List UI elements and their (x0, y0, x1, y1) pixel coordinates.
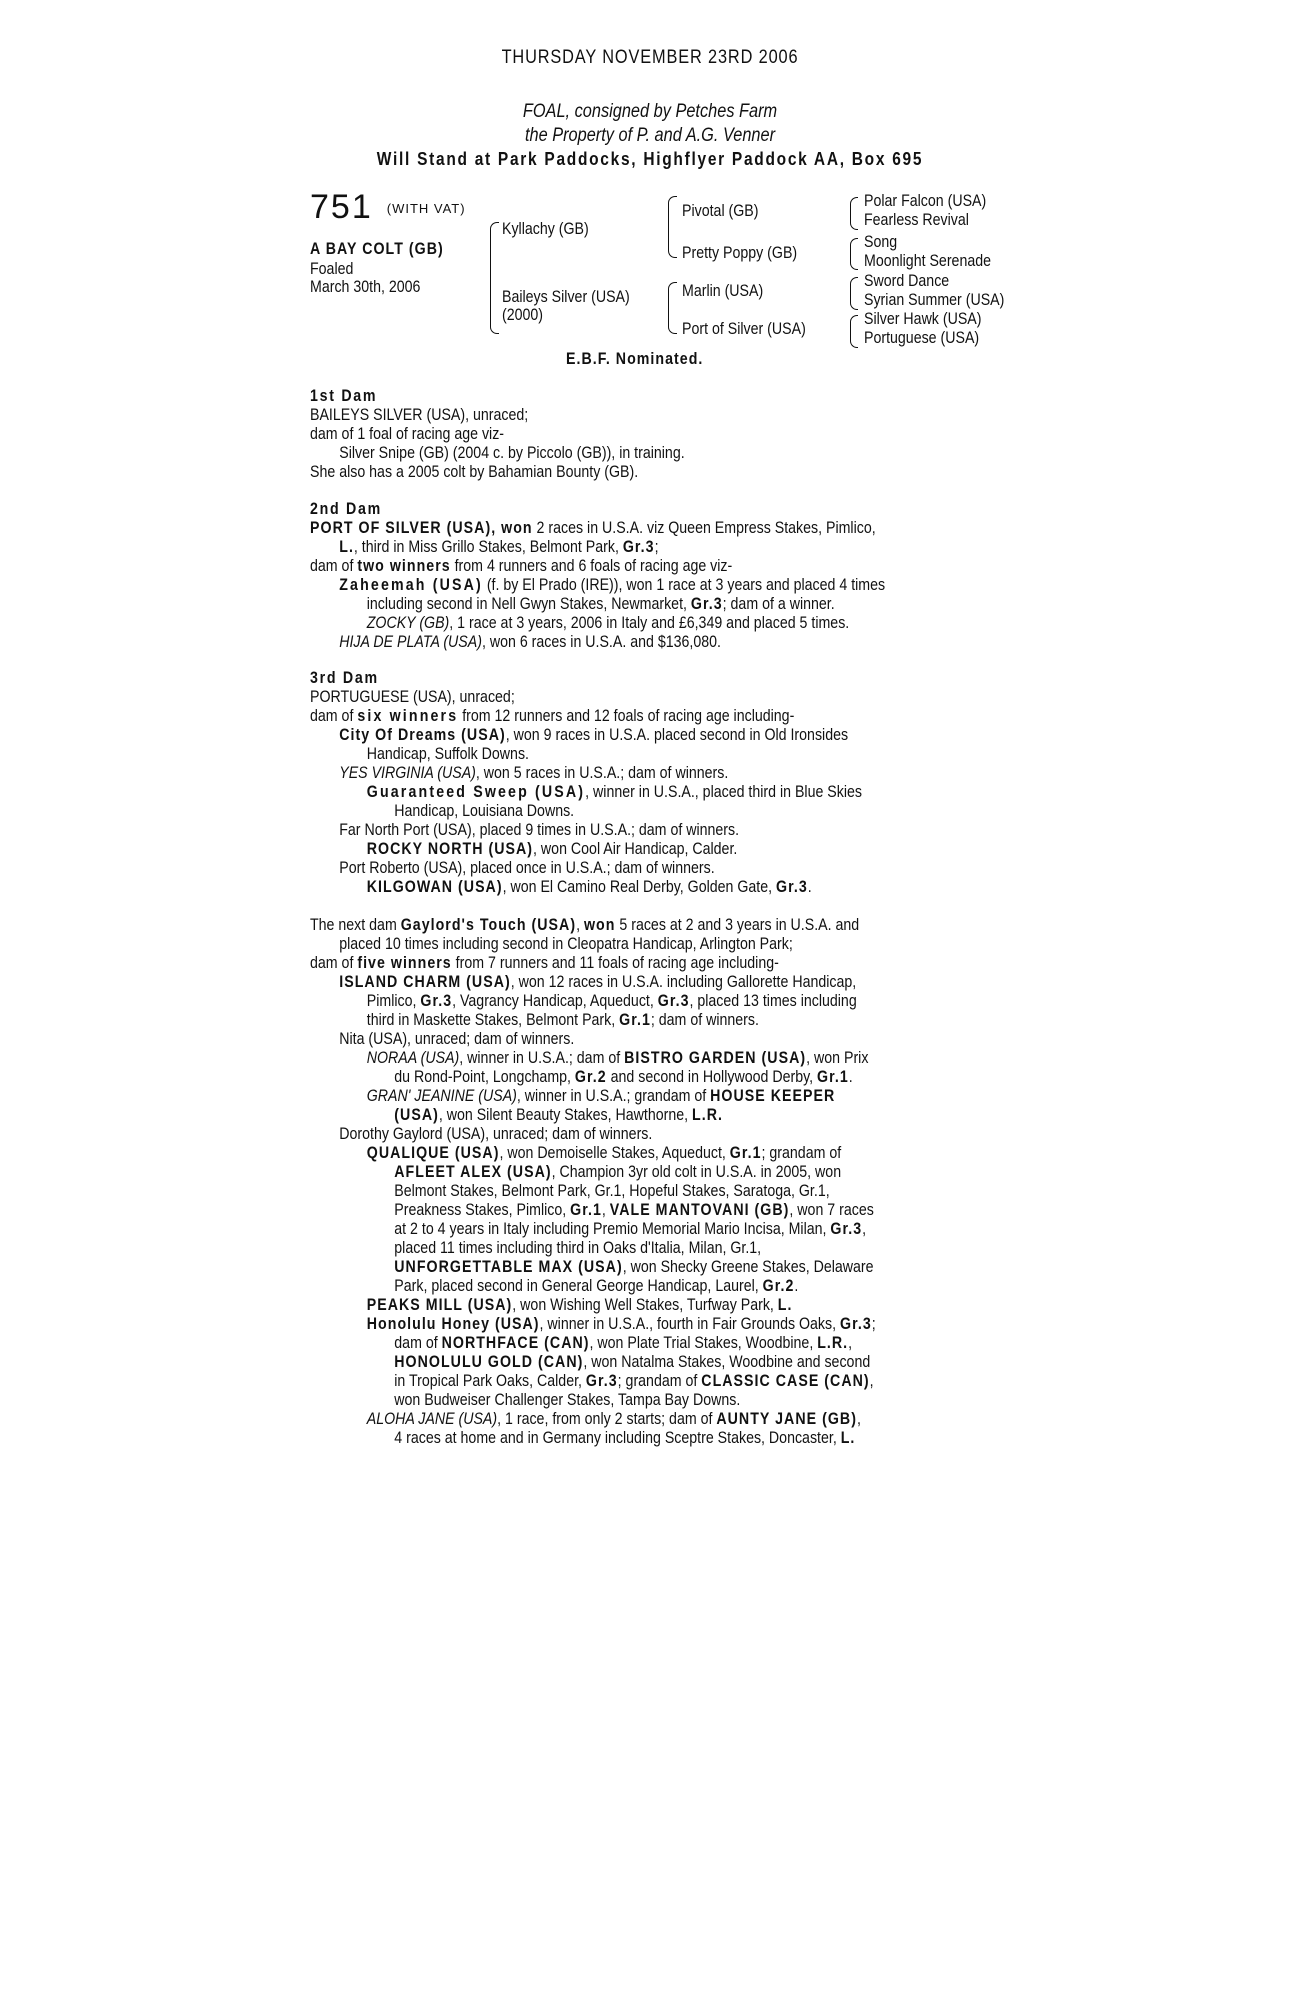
text-line: Dorothy Gaylord (USA), unraced; dam of winners. (339, 1125, 653, 1143)
pedigree-ssd: Fearless Revival (864, 211, 969, 229)
text-line: PORTUGUESE (USA), unraced; (310, 688, 515, 706)
text-line: AFLEET ALEX (USA), Champion 3yr old colt in U.S.A. in 2005, won (394, 1163, 842, 1181)
pedigree-dsd: Syrian Summer (USA) (864, 291, 1005, 309)
text-line: QUALIQUE (USA), won Demoiselle Stakes, Aqueduct, Gr.1; grandam of (366, 1144, 842, 1162)
text-line: YES VIRGINIA (USA), won 5 races in U.S.A.; dam of winners. (339, 764, 729, 782)
pedigree-dds: Silver Hawk (USA) (864, 310, 982, 328)
text-line: Park, placed second in General George Handicap, Laurel, Gr.2. (394, 1277, 799, 1295)
text-line: in Tropical Park Oaks, Calder, Gr.3; grandam of CLASSIC CASE (CAN), (394, 1372, 874, 1390)
pedigree-sire-sire: Pivotal (GB) (682, 202, 759, 220)
text-line: dam of NORTHFACE (CAN), won Plate Trial Stakes, Woodbine, L.R., (394, 1334, 853, 1352)
pedigree-sss: Polar Falcon (USA) (864, 192, 987, 210)
text-line: at 2 to 4 years in Italy including Premio Memorial Mario Incisa, Milan, Gr.3, (394, 1220, 867, 1238)
brace-g4 (850, 315, 858, 348)
text-line: placed 10 times including second in Cleopatra Handicap, Arlington Park; (339, 935, 793, 953)
text-line: Preakness Stakes, Pimlico, Gr.1, VALE MANTOVANI (GB), won 7 races (394, 1201, 874, 1219)
text-line: dam of two winners from 4 runners and 6 foals of racing age viz- (310, 557, 733, 575)
pedigree-ddd: Portuguese (USA) (864, 329, 980, 347)
text-line: HIJA DE PLATA (USA), won 6 races in U.S.A. and $136,080. (339, 633, 721, 651)
text-line: dam of 1 foal of racing age viz- (310, 425, 505, 443)
pedigree-sdd: Moonlight Serenade (864, 252, 992, 270)
property-line: the Property of P. and A.G. Venner (524, 125, 776, 146)
text-line: HONOLULU GOLD (CAN), won Natalma Stakes, Woodbine and second (394, 1353, 871, 1371)
consignor-line: FOAL, consigned by Petches Farm (522, 101, 778, 122)
lot-title: A BAY COLT (GB) (310, 240, 444, 258)
section-heading: 3rd Dam (310, 669, 379, 687)
text-line: The next dam Gaylord's Touch (USA), won 5 races at 2 and 3 years in U.S.A. and (310, 916, 860, 934)
text-line: Pimlico, Gr.3, Vagrancy Handicap, Aqueduct, Gr.3, placed 13 times including (366, 992, 857, 1010)
pedigree-dss: Sword Dance (864, 272, 950, 290)
sire-dam-brace (490, 222, 499, 334)
pedigree-sire: Kyllachy (GB) (502, 220, 589, 238)
text-line: Zaheemah (USA) (f. by El Prado (IRE)), won 1 race at 3 years and placed 4 times (339, 576, 886, 594)
text-line: PEAKS MILL (USA), won Wishing Well Stakes, Turfway Park, L. (366, 1296, 793, 1314)
brace-g2 (850, 238, 858, 270)
text-line: Guaranteed Sweep (USA), winner in U.S.A., placed third in Blue Skies (366, 783, 863, 801)
text-line: NORAA (USA), winner in U.S.A.; dam of BISTRO GARDEN (USA), won Prix (366, 1049, 869, 1067)
text-line: KILGOWAN (USA), won El Camino Real Derby, Golden Gate, Gr.3. (366, 878, 812, 896)
text-line: 4 races at home and in Germany including Sceptre Stakes, Doncaster, L. (394, 1429, 856, 1447)
text-line: City Of Dreams (USA), won 9 races in U.S.A. placed second in Old Ironsides (339, 726, 849, 744)
foaled-label: Foaled (310, 260, 354, 278)
text-line: ROCKY NORTH (USA), won Cool Air Handicap, Calder. (366, 840, 738, 858)
text-line: PORT OF SILVER (USA), won 2 races in U.S.A. viz Queen Empress Stakes, Pimlico, (310, 519, 876, 537)
first-dam-section (310, 387, 990, 482)
sale-date: THURSDAY NOVEMBER 23RD 2006 (501, 47, 799, 68)
text-line: Far North Port (USA), placed 9 times in U.S.A.; dam of winners. (339, 821, 740, 839)
pedigree-dam: Baileys Silver (USA) (502, 288, 630, 306)
text-line: ALOHA JANE (USA), 1 race, from only 2 starts; dam of AUNTY JANE (GB), (366, 1410, 861, 1428)
next-dam-section (310, 916, 990, 1448)
third-dam-section (310, 669, 990, 897)
sire-parents-brace (668, 196, 677, 258)
pedigree-dam-dam: Port of Silver (USA) (682, 320, 806, 338)
second-dam-section (310, 500, 990, 652)
lot-number-value: 751 (310, 188, 373, 226)
text-line: Handicap, Suffolk Downs. (366, 745, 529, 763)
text-line: third in Maskette Stakes, Belmont Park, Gr.1; dam of winners. (366, 1011, 759, 1029)
ebf-nominated: E.B.F. Nominated. (566, 350, 704, 368)
text-line: Belmont Stakes, Belmont Park, Gr.1, Hopeful Stakes, Saratoga, Gr.1, (394, 1182, 830, 1200)
text-line: She also has a 2005 colt by Bahamian Bounty (GB). (310, 463, 639, 481)
text-line: including second in Nell Gwyn Stakes, Newmarket, Gr.3; dam of a winner. (366, 595, 835, 613)
lot-number (310, 188, 466, 228)
vat-label: (WITH VAT) (386, 201, 466, 217)
pedigree-sire-dam: Pretty Poppy (GB) (682, 244, 798, 262)
foaled-date: March 30th, 2006 (310, 278, 421, 296)
pedigree-dam-sire: Marlin (USA) (682, 282, 764, 300)
text-line: dam of six winners from 12 runners and 12 foals of racing age including- (310, 707, 795, 725)
text-line: Nita (USA), unraced; dam of winners. (339, 1030, 575, 1048)
text-line: Honolulu Honey (USA), winner in U.S.A., fourth in Fair Grounds Oaks, Gr.3; (366, 1315, 876, 1333)
text-line: won Budweiser Challenger Stakes, Tampa Bay Downs. (394, 1391, 741, 1409)
text-line: du Rond-Point, Longchamp, Gr.2 and second in Hollywood Derby, Gr.1. (394, 1068, 853, 1086)
text-line: (USA), won Silent Beauty Stakes, Hawthorne, L.R. (394, 1106, 723, 1124)
text-line: dam of five winners from 7 runners and 11 foals of racing age including- (310, 954, 779, 972)
pedigree-sds: Song (864, 233, 898, 251)
text-line: UNFORGETTABLE MAX (USA), won Shecky Greene Stakes, Delaware (394, 1258, 874, 1276)
brace-g1 (850, 197, 858, 230)
text-line: placed 11 times including third in Oaks d'Italia, Milan, Gr.1, (394, 1239, 762, 1257)
text-line: GRAN' JEANINE (USA), winner in U.S.A.; grandam of HOUSE KEEPER (366, 1087, 836, 1105)
text-line: Port Roberto (USA), placed once in U.S.A.; dam of winners. (339, 859, 715, 877)
section-heading: 1st Dam (310, 387, 378, 405)
text-line: ZOCKY (GB), 1 race at 3 years, 2006 in Italy and £6,349 and placed 5 times. (366, 614, 850, 632)
section-heading: 2nd Dam (310, 500, 382, 518)
brace-g3 (850, 277, 858, 310)
text-line: BAILEYS SILVER (USA), unraced; (310, 406, 529, 424)
dam-parents-brace (668, 282, 677, 334)
text-line: Handicap, Louisiana Downs. (394, 802, 575, 820)
text-line: ISLAND CHARM (USA), won 12 races in U.S.A. including Gallorette Handicap, (339, 973, 857, 991)
text-line: L., third in Miss Grillo Stakes, Belmont Park, Gr.3; (339, 538, 659, 556)
stand-location: Will Stand at Park Paddocks, Highflyer Paddock AA, Box 695 (376, 149, 924, 169)
pedigree-dam-year: (2000) (502, 306, 544, 324)
text-line: Silver Snipe (GB) (2004 c. by Piccolo (GB)), in training. (339, 444, 685, 462)
